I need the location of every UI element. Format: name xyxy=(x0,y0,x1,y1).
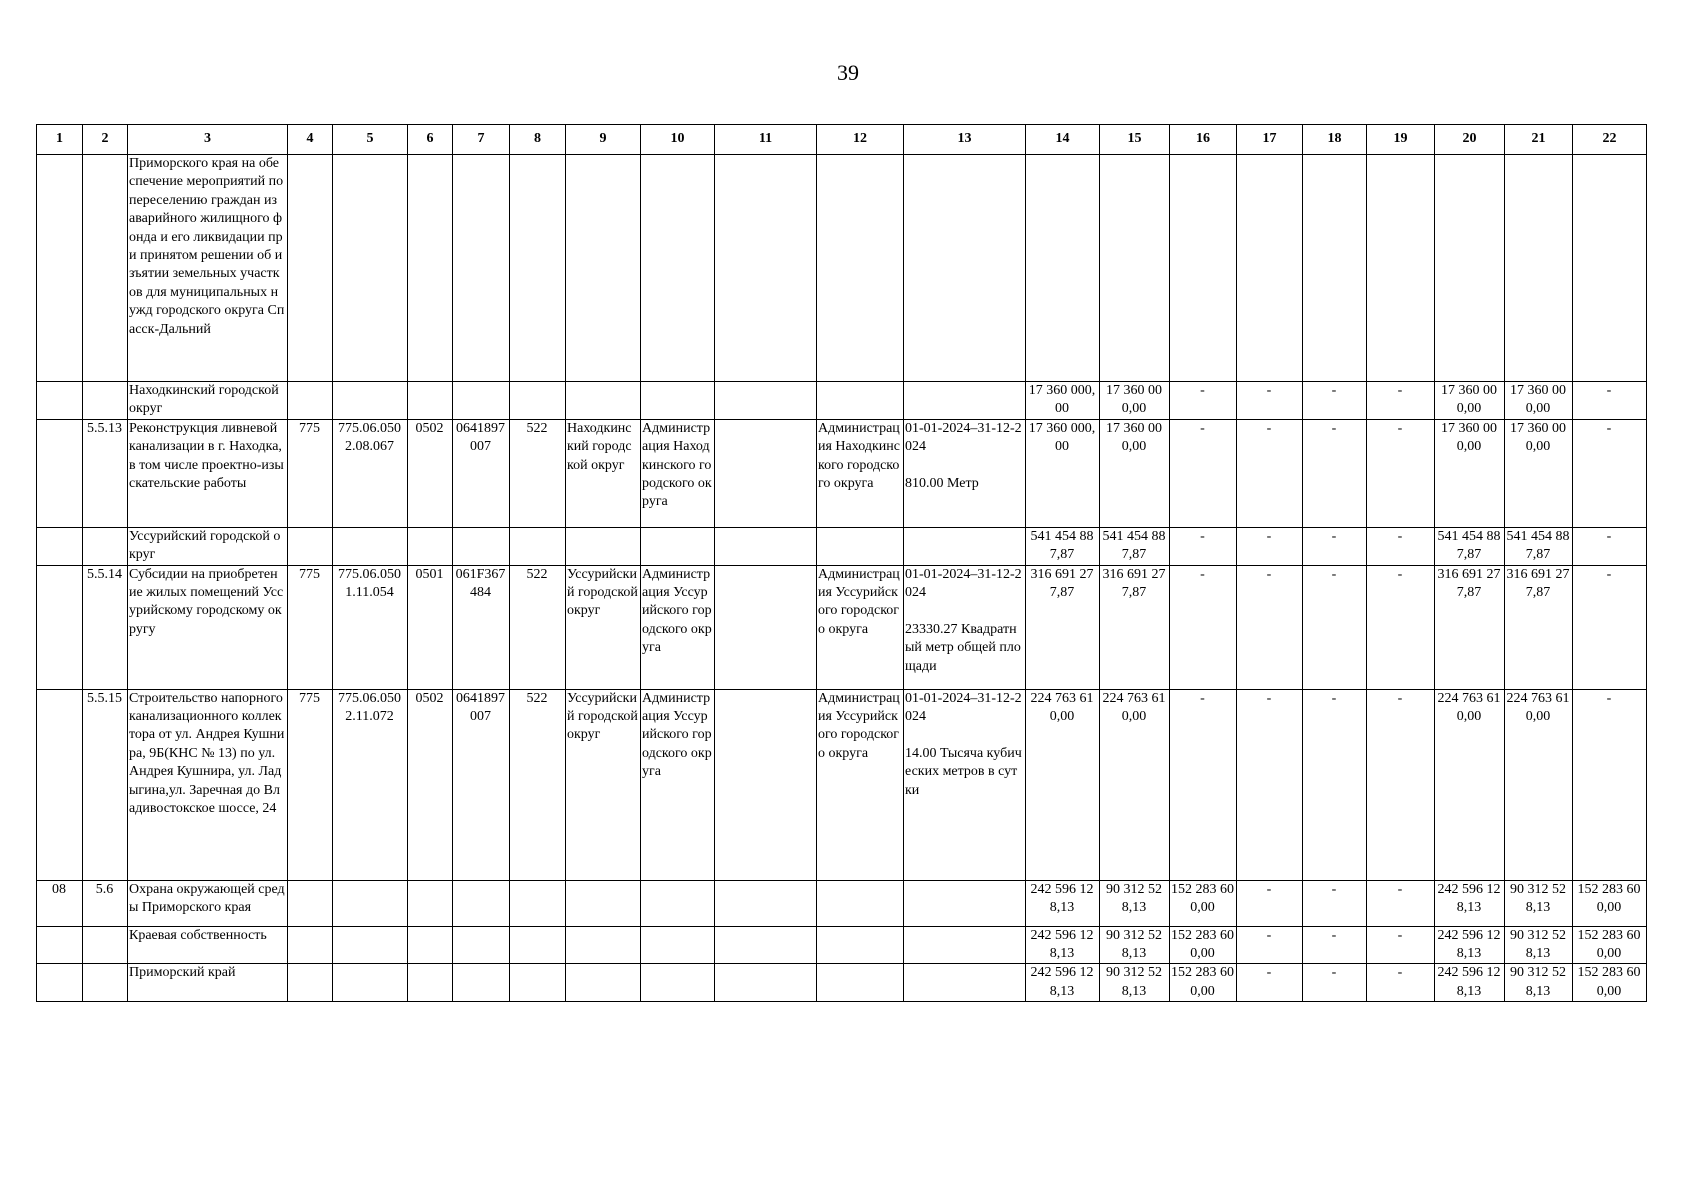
table-cell-col-3: Приморского края на обеспечение мероприятий по переселению граждан из аварийного жилищного фонда и его ликвидации при принятом решении об изъятии земельных участков для муниципальных нужд городского округа Спасск-Дальний xyxy=(128,155,288,382)
header-col-1: 1 xyxy=(37,125,83,155)
table-cell-col-9 xyxy=(566,527,641,565)
table-cell-col-20: 224 763 610,00 xyxy=(1435,689,1505,880)
table-cell-col-1 xyxy=(37,527,83,565)
period-text: 01-01-2024–31-12-2024 xyxy=(905,690,1022,725)
table-cell-col-11 xyxy=(715,880,817,926)
table-cell-col-19: - xyxy=(1367,689,1435,880)
table-cell-col-21: 224 763 610,00 xyxy=(1505,689,1573,880)
table-cell-col-10: Администрация Уссурийского городского округа xyxy=(641,565,715,689)
table-cell-col-18: - xyxy=(1303,689,1367,880)
table-row xyxy=(37,689,1647,880)
table-cell-col-16: 152 283 600,00 xyxy=(1170,926,1237,964)
table-cell-col-15: 17 360 000,00 xyxy=(1100,382,1170,420)
table-cell-col-15: 90 312 528,13 xyxy=(1100,880,1170,926)
table-cell-col-17 xyxy=(1237,155,1303,382)
table-cell-col-17: - xyxy=(1237,382,1303,420)
table-cell-col-11 xyxy=(715,565,817,689)
table-cell-col-12 xyxy=(817,926,904,964)
table-cell-col-7: 0641897007 xyxy=(453,689,510,880)
page-number: 39 xyxy=(837,60,859,85)
table-cell-col-5 xyxy=(333,527,408,565)
table-cell-col-10 xyxy=(641,880,715,926)
table-cell-col-22: - xyxy=(1573,419,1647,527)
table-cell-col-19: - xyxy=(1367,964,1435,1002)
table-cell-col-16: - xyxy=(1170,527,1237,565)
table-cell-col-21: 90 312 528,13 xyxy=(1505,926,1573,964)
table-cell-col-9: Уссурийский городской округ xyxy=(566,565,641,689)
table-cell-col-17: - xyxy=(1237,527,1303,565)
table-cell-col-15: 541 454 887,87 xyxy=(1100,527,1170,565)
table-cell-col-17: - xyxy=(1237,926,1303,964)
table-cell-col-14: 541 454 887,87 xyxy=(1026,527,1100,565)
table-cell-col-14: 242 596 128,13 xyxy=(1026,926,1100,964)
header-col-19: 19 xyxy=(1367,125,1435,155)
header-col-12: 12 xyxy=(817,125,904,155)
table-cell-col-15 xyxy=(1100,155,1170,382)
table-cell-col-9: Находкинский городской округ xyxy=(566,419,641,527)
table-cell-col-4 xyxy=(288,527,333,565)
table-cell-col-7 xyxy=(453,880,510,926)
header-col-16: 16 xyxy=(1170,125,1237,155)
table-cell-col-11 xyxy=(715,689,817,880)
table-cell-col-15: 224 763 610,00 xyxy=(1100,689,1170,880)
table-cell-col-10 xyxy=(641,964,715,1002)
table-cell-col-11 xyxy=(715,926,817,964)
table-cell-col-13 xyxy=(904,964,1026,1002)
table-cell-col-15: 90 312 528,13 xyxy=(1100,964,1170,1002)
table-cell-col-2: 5.5.14 xyxy=(83,565,128,689)
table-cell-col-4 xyxy=(288,964,333,1002)
table-cell-col-11 xyxy=(715,382,817,420)
table-cell-col-2: 5.5.13 xyxy=(83,419,128,527)
table-cell-col-7 xyxy=(453,155,510,382)
table-cell-col-6 xyxy=(408,964,453,1002)
table-cell-col-16: - xyxy=(1170,565,1237,689)
table-cell-col-8 xyxy=(510,382,566,420)
table-cell-col-3: Реконструкция ливневой канализации в г. Находка, в том числе проектно-изыскательские работы xyxy=(128,419,288,527)
table-cell-col-6: 0502 xyxy=(408,419,453,527)
header-col-13: 13 xyxy=(904,125,1026,155)
table-cell-col-21: 90 312 528,13 xyxy=(1505,964,1573,1002)
table-cell-col-20: 17 360 000,00 xyxy=(1435,419,1505,527)
table-cell-col-1 xyxy=(37,964,83,1002)
table-cell-col-19: - xyxy=(1367,419,1435,527)
table-cell-col-8 xyxy=(510,926,566,964)
table-cell-col-1 xyxy=(37,382,83,420)
table-cell-col-3: Краевая собственность xyxy=(128,926,288,964)
table-cell-col-4: 775 xyxy=(288,689,333,880)
table-cell-col-5 xyxy=(333,964,408,1002)
table-cell-col-11 xyxy=(715,419,817,527)
table-cell-col-7 xyxy=(453,964,510,1002)
table-cell-col-10 xyxy=(641,155,715,382)
table-cell-col-5: 775.06.0501.11.054 xyxy=(333,565,408,689)
table-cell-col-14: 316 691 277,87 xyxy=(1026,565,1100,689)
period-text: 01-01-2024–31-12-2024 xyxy=(905,566,1022,601)
header-col-9: 9 xyxy=(566,125,641,155)
table-cell-col-13 xyxy=(904,689,1026,880)
table-row xyxy=(37,964,1647,1002)
header-col-2: 2 xyxy=(83,125,128,155)
budget-table xyxy=(36,124,1647,1002)
table-cell-col-12: Администрация Находкинского городского округа xyxy=(817,419,904,527)
table-cell-col-2: 5.6 xyxy=(83,880,128,926)
table-cell-col-1 xyxy=(37,565,83,689)
table-cell-col-3: Строительство напорного канализационного коллектора от ул. Андрея Кушнира, 9Б(КНС № 13) по ул. Андрея Кушнира, ул. Ладыгина,ул. Заречная до Владивостокское шоссе, 24 xyxy=(128,689,288,880)
table-cell-col-20: 242 596 128,13 xyxy=(1435,880,1505,926)
table-cell-col-18: - xyxy=(1303,527,1367,565)
table-cell-col-19: - xyxy=(1367,926,1435,964)
table-cell-col-22: - xyxy=(1573,689,1647,880)
table-cell-col-3: Находкинский городской округ xyxy=(128,382,288,420)
table-cell-col-17: - xyxy=(1237,689,1303,880)
table-cell-col-20: 17 360 000,00 xyxy=(1435,382,1505,420)
table-cell-col-2 xyxy=(83,926,128,964)
table-cell-col-4 xyxy=(288,382,333,420)
table-cell-col-4 xyxy=(288,880,333,926)
table-cell-col-8 xyxy=(510,527,566,565)
table-cell-col-12 xyxy=(817,527,904,565)
table-cell-col-9 xyxy=(566,155,641,382)
table-cell-col-14 xyxy=(1026,155,1100,382)
table-cell-col-2 xyxy=(83,964,128,1002)
table-cell-col-1 xyxy=(37,926,83,964)
table-cell-col-16: - xyxy=(1170,419,1237,527)
table-row xyxy=(37,155,1647,382)
table-cell-col-3: Охрана окружающей среды Приморского края xyxy=(128,880,288,926)
table-cell-col-16: - xyxy=(1170,689,1237,880)
table-cell-col-8 xyxy=(510,880,566,926)
table-cell-col-10: Администрация Уссурийского городского округа xyxy=(641,689,715,880)
table-cell-col-7 xyxy=(453,527,510,565)
table-cell-col-16: 152 283 600,00 xyxy=(1170,964,1237,1002)
indicator-text: 23330.27 Квадратный метр общей площади xyxy=(905,621,1021,674)
header-col-6: 6 xyxy=(408,125,453,155)
table-cell-col-14: 17 360 000,00 xyxy=(1026,419,1100,527)
table-cell-col-9: Уссурийский городской округ xyxy=(566,689,641,880)
table-cell-col-9 xyxy=(566,382,641,420)
table-cell-col-11 xyxy=(715,155,817,382)
table-cell-col-19: - xyxy=(1367,880,1435,926)
table-cell-col-13 xyxy=(904,155,1026,382)
header-col-14: 14 xyxy=(1026,125,1100,155)
table-cell-col-19: - xyxy=(1367,527,1435,565)
table-cell-col-21: 17 360 000,00 xyxy=(1505,419,1573,527)
table-cell-col-22 xyxy=(1573,155,1647,382)
table-cell-col-19: - xyxy=(1367,382,1435,420)
table-cell-col-4 xyxy=(288,155,333,382)
table-cell-col-1: 08 xyxy=(37,880,83,926)
table-row xyxy=(37,382,1647,420)
table-cell-col-20: 541 454 887,87 xyxy=(1435,527,1505,565)
table-cell-col-5 xyxy=(333,155,408,382)
table-row xyxy=(37,527,1647,565)
table-cell-col-21 xyxy=(1505,155,1573,382)
table-cell-col-12: Администрация Уссурийского городского округа xyxy=(817,689,904,880)
table-cell-col-10 xyxy=(641,926,715,964)
table-cell-col-6: 0501 xyxy=(408,565,453,689)
table-cell-col-12 xyxy=(817,964,904,1002)
table-cell-col-17: - xyxy=(1237,419,1303,527)
table-cell-col-13 xyxy=(904,565,1026,689)
table-cell-col-21: 90 312 528,13 xyxy=(1505,880,1573,926)
header-col-20: 20 xyxy=(1435,125,1505,155)
indicator-text: 810.00 Метр xyxy=(905,476,979,492)
table-cell-col-14: 224 763 610,00 xyxy=(1026,689,1100,880)
table-cell-col-14: 242 596 128,13 xyxy=(1026,964,1100,1002)
table-cell-col-5 xyxy=(333,880,408,926)
table-cell-col-1 xyxy=(37,419,83,527)
table-cell-col-19 xyxy=(1367,155,1435,382)
table-cell-col-13 xyxy=(904,880,1026,926)
table-cell-col-8 xyxy=(510,964,566,1002)
table-cell-col-6: 0502 xyxy=(408,689,453,880)
header-row xyxy=(37,125,1647,155)
table-cell-col-7: 061F367484 xyxy=(453,565,510,689)
table-cell-col-3: Уссурийский городской округ xyxy=(128,527,288,565)
table-cell-col-22: - xyxy=(1573,527,1647,565)
table-cell-col-22: 152 283 600,00 xyxy=(1573,964,1647,1002)
table-cell-col-5: 775.06.0502.08.067 xyxy=(333,419,408,527)
table-cell-col-20: 242 596 128,13 xyxy=(1435,964,1505,1002)
table-cell-col-7 xyxy=(453,382,510,420)
table-row xyxy=(37,880,1647,926)
header-col-15: 15 xyxy=(1100,125,1170,155)
table-cell-col-15: 90 312 528,13 xyxy=(1100,926,1170,964)
table-cell-col-17: - xyxy=(1237,565,1303,689)
header-col-5: 5 xyxy=(333,125,408,155)
table-cell-col-5 xyxy=(333,382,408,420)
table-cell-col-11 xyxy=(715,527,817,565)
table-row xyxy=(37,926,1647,964)
table-cell-col-21: 316 691 277,87 xyxy=(1505,565,1573,689)
table-cell-col-22: 152 283 600,00 xyxy=(1573,880,1647,926)
table-cell-col-4 xyxy=(288,926,333,964)
table-cell-col-2 xyxy=(83,382,128,420)
table-cell-col-4: 775 xyxy=(288,565,333,689)
header-col-7: 7 xyxy=(453,125,510,155)
table-cell-col-6 xyxy=(408,382,453,420)
table-cell-col-4: 775 xyxy=(288,419,333,527)
table-cell-col-17: - xyxy=(1237,964,1303,1002)
table-cell-col-8: 522 xyxy=(510,419,566,527)
table-cell-col-10 xyxy=(641,382,715,420)
table-cell-col-8: 522 xyxy=(510,565,566,689)
table-cell-col-18: - xyxy=(1303,565,1367,689)
header-col-4: 4 xyxy=(288,125,333,155)
table-cell-col-3: Субсидии на приобретение жилых помещений Уссурийскому городскому округу xyxy=(128,565,288,689)
table-cell-col-13 xyxy=(904,926,1026,964)
table-cell-col-14: 17 360 000,00 xyxy=(1026,382,1100,420)
table-cell-col-18: - xyxy=(1303,926,1367,964)
table-cell-col-10 xyxy=(641,527,715,565)
table-cell-col-20: 242 596 128,13 xyxy=(1435,926,1505,964)
table-cell-col-18 xyxy=(1303,155,1367,382)
table-cell-col-13 xyxy=(904,527,1026,565)
table-cell-col-8 xyxy=(510,155,566,382)
table-cell-col-8: 522 xyxy=(510,689,566,880)
header-col-22: 22 xyxy=(1573,125,1647,155)
table-cell-col-22: 152 283 600,00 xyxy=(1573,926,1647,964)
header-col-18: 18 xyxy=(1303,125,1367,155)
table-cell-col-7: 0641897007 xyxy=(453,419,510,527)
table-cell-col-10: Администрация Находкинского городского округа xyxy=(641,419,715,527)
table-cell-col-9 xyxy=(566,926,641,964)
header-col-11: 11 xyxy=(715,125,817,155)
table-cell-col-7 xyxy=(453,926,510,964)
table-cell-col-15: 316 691 277,87 xyxy=(1100,565,1170,689)
table-cell-col-2 xyxy=(83,155,128,382)
table-cell-col-12 xyxy=(817,155,904,382)
indicator-text: 14.00 Тысяча кубических метров в сутки xyxy=(905,745,1022,798)
table-cell-col-12 xyxy=(817,382,904,420)
table-cell-col-18: - xyxy=(1303,419,1367,527)
table-row xyxy=(37,565,1647,689)
table-cell-col-5: 775.06.0502.11.072 xyxy=(333,689,408,880)
table-cell-col-14: 242 596 128,13 xyxy=(1026,880,1100,926)
table-cell-col-17: - xyxy=(1237,880,1303,926)
table-cell-col-16 xyxy=(1170,155,1237,382)
table-cell-col-12: Администрация Уссурийского городского округа xyxy=(817,565,904,689)
header-col-21: 21 xyxy=(1505,125,1573,155)
table-cell-col-9 xyxy=(566,964,641,1002)
table-cell-col-13 xyxy=(904,419,1026,527)
table-cell-col-21: 541 454 887,87 xyxy=(1505,527,1573,565)
table-cell-col-19: - xyxy=(1367,565,1435,689)
table-cell-col-2: 5.5.15 xyxy=(83,689,128,880)
table-cell-col-22: - xyxy=(1573,382,1647,420)
header-col-3: 3 xyxy=(128,125,288,155)
table-row xyxy=(37,419,1647,527)
table-cell-col-16: 152 283 600,00 xyxy=(1170,880,1237,926)
table-cell-col-16: - xyxy=(1170,382,1237,420)
header-col-17: 17 xyxy=(1237,125,1303,155)
table-cell-col-11 xyxy=(715,964,817,1002)
table-cell-col-6 xyxy=(408,527,453,565)
table-cell-col-21: 17 360 000,00 xyxy=(1505,382,1573,420)
table-cell-col-1 xyxy=(37,689,83,880)
table-cell-col-20: 316 691 277,87 xyxy=(1435,565,1505,689)
table-cell-col-5 xyxy=(333,926,408,964)
table-cell-col-18: - xyxy=(1303,382,1367,420)
table-cell-col-12 xyxy=(817,880,904,926)
table-cell-col-6 xyxy=(408,880,453,926)
table-cell-col-2 xyxy=(83,527,128,565)
table-cell-col-9 xyxy=(566,880,641,926)
table-cell-col-1 xyxy=(37,155,83,382)
table-cell-col-18: - xyxy=(1303,964,1367,1002)
header-col-10: 10 xyxy=(641,125,715,155)
table-cell-col-3: Приморский край xyxy=(128,964,288,1002)
table-cell-col-6 xyxy=(408,155,453,382)
table-cell-col-6 xyxy=(408,926,453,964)
table-cell-col-20 xyxy=(1435,155,1505,382)
table-cell-col-18: - xyxy=(1303,880,1367,926)
header-col-8: 8 xyxy=(510,125,566,155)
period-text: 01-01-2024–31-12-2024 xyxy=(905,420,1022,455)
table-cell-col-22: - xyxy=(1573,565,1647,689)
table-cell-col-15: 17 360 000,00 xyxy=(1100,419,1170,527)
table-cell-col-13 xyxy=(904,382,1026,420)
